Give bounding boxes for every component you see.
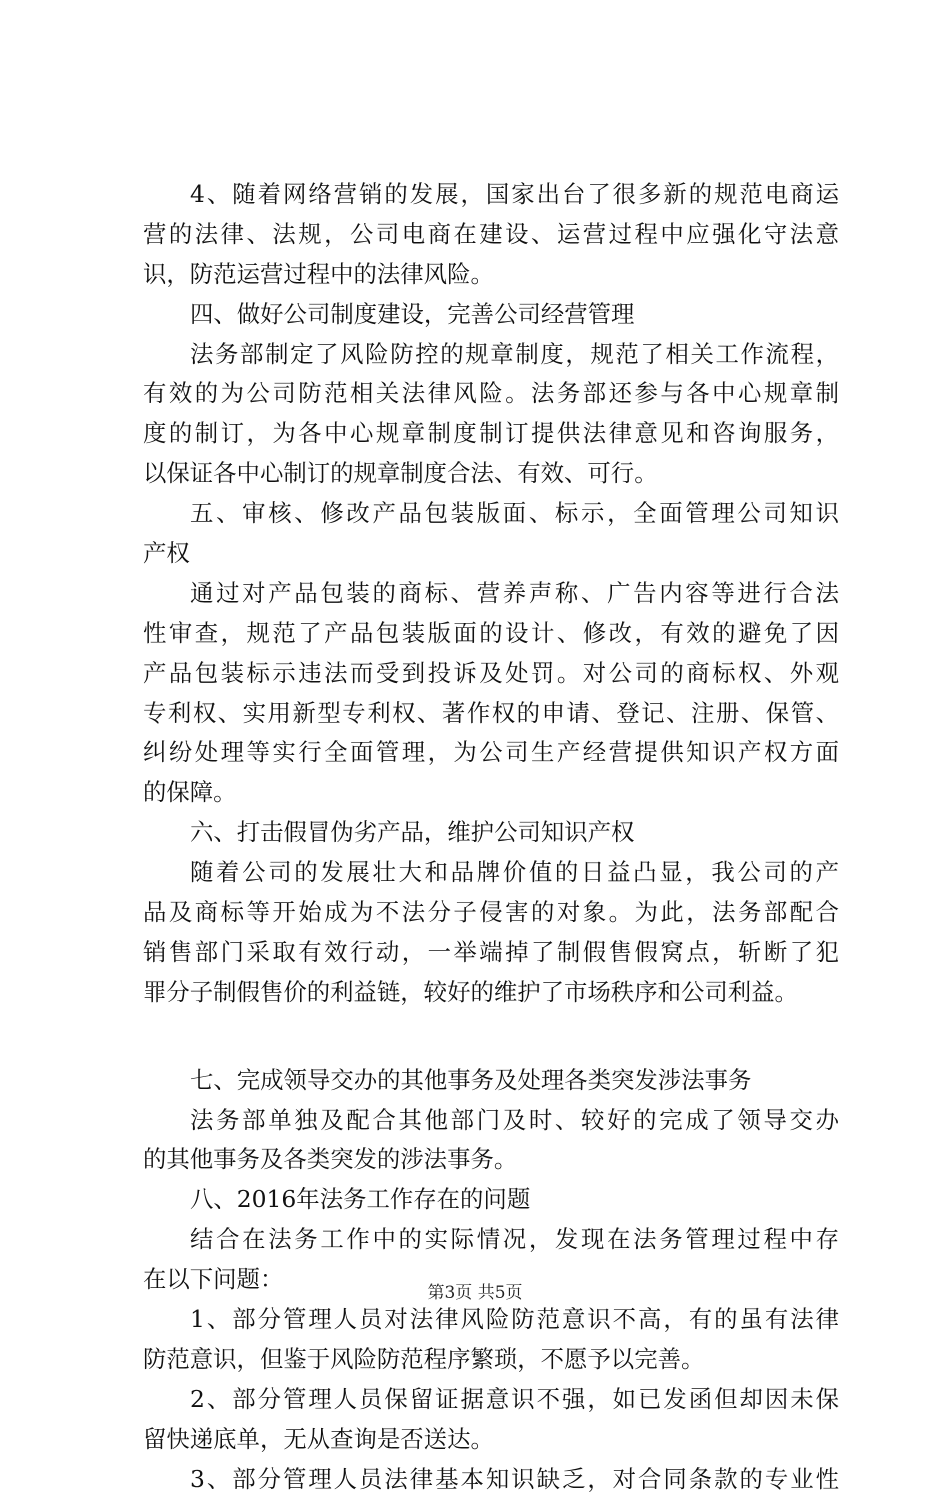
paragraph-gap [143, 1013, 839, 1061]
paragraph-line: 防范意识，但鉴于风险防范程序繁琐，不愿予以完善。 [143, 1344, 705, 1373]
paragraph-line: 有效的为公司防范相关法律风险。法务部还参与各中心规章制 [143, 379, 839, 408]
paragraph-line: 性审查，规范了产品包装版面的设计、修改，有效的避免了因 [143, 618, 839, 647]
paragraph-line: 营的法律、法规，公司电商在建设、运营过程中应强化守法意 [143, 219, 839, 248]
paragraph-line: 3、部分管理人员法律基本知识缺乏，对合同条款的专业性 [190, 1464, 839, 1493]
section-heading: 六、打击假冒伪劣产品，维护公司知识产权 [190, 818, 635, 847]
paragraph-line: 罪分子制假售价的利益链，较好的维护了市场秩序和公司利益。 [143, 977, 798, 1006]
paragraph-line: 在以下问题： [143, 1265, 284, 1294]
paragraph-line: 的保障。 [143, 778, 237, 807]
paragraph-line: 4、随着网络营销的发展，国家出台了很多新的规范电商运 [190, 180, 839, 208]
paragraph-line: 结合在法务工作中的实际情况，发现在法务管理过程中存 [190, 1225, 839, 1254]
paragraph-line: 法务部制定了风险防控的规章制度，规范了相关工作流程， [190, 339, 839, 368]
paragraph-line: 法务部单独及配合其他部门及时、较好的完成了领导交办 [190, 1105, 839, 1134]
paragraph-line: 1、部分管理人员对法律风险防范意识不高，有的虽有法律 [190, 1305, 839, 1334]
paragraph-line: 纠纷处理等实行全面管理，为公司生产经营提供知识产权方面 [143, 738, 839, 767]
paragraph-line: 产品包装标示违法而受到投诉及处罚。对公司的商标权、外观 [143, 658, 839, 687]
paragraph-line: 专利权、实用新型专利权、著作权的申请、登记、注册、保管、 [143, 698, 839, 727]
paragraph-line: 品及商标等开始成为不法分子侵害的对象。为此，法务部配合 [143, 898, 839, 927]
paragraph-line: 销售部门采取有效行动，一举端掉了制假售假窝点，斩断了犯 [143, 937, 839, 966]
section-heading: 五、审核、修改产品包装版面、标示，全面管理公司知识 [190, 499, 839, 528]
paragraph-line: 随着公司的发展壮大和品牌价值的日益凸显，我公司的产 [190, 858, 839, 887]
paragraph-line: 留快递底单，无从查询是否送达。 [143, 1424, 494, 1453]
section-heading: 四、做好公司制度建设，完善公司经营管理 [190, 299, 635, 328]
paragraph-line: 通过对产品包装的商标、营养声称、广告内容等进行合法 [190, 578, 839, 607]
paragraph-line: 的其他事务及各类突发的涉法事务。 [143, 1145, 518, 1174]
page-number: 第3页 共5页 [427, 1283, 523, 1303]
paragraph-line: 以保证各中心制订的规章制度合法、有效、可行。 [143, 459, 658, 488]
section-heading: 七、完成领导交办的其他事务及处理各类突发涉法事务 [190, 1065, 752, 1094]
paragraph-line: 识，防范运营过程中的法律风险。 [143, 259, 494, 288]
section-heading: 产权 [143, 539, 190, 568]
paragraph-line: 2、部分管理人员保留证据意识不强，如已发函但却因未保 [190, 1384, 839, 1413]
section-heading: 八、2016年法务工作存在的问题 [190, 1185, 531, 1214]
paragraph-line: 度的制订，为各中心规章制度制订提供法律意见和咨询服务， [143, 419, 839, 448]
